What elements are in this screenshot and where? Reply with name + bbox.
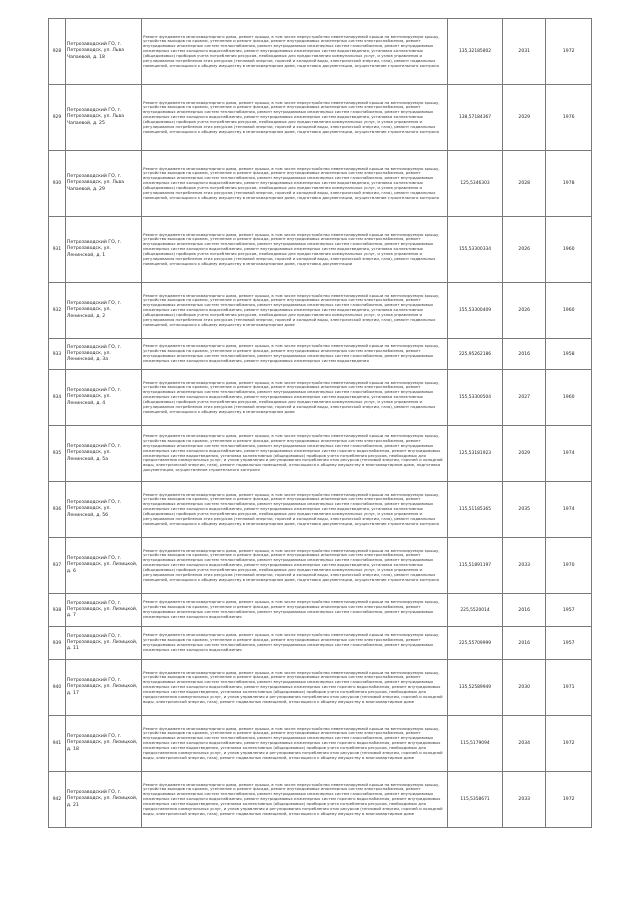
planned-year-cell: 2030: [503, 660, 546, 716]
work-types-cell: [142, 716, 448, 772]
address-cell: Петрозаводский ГО, г. Петрозаводск, ул. Лизицкой, д. 17: [65, 660, 141, 716]
table-row: [49, 594, 592, 627]
table-row: [49, 426, 592, 482]
table-body: [49, 19, 592, 828]
built-year-cell: 1970: [546, 538, 592, 594]
planned-year-cell: 2034: [503, 716, 546, 772]
row-number-cell: 936: [49, 482, 66, 538]
cost-cell: 115,51185365: [448, 482, 503, 538]
work-types-cell: [142, 370, 448, 426]
work-types-text: Ремонт фундамента многоквартирного дома, ремонт крыши, в том числе переустройство невентилируемой крыши на вентилируемую крышу, устройство выходов на кровлю, утепление и ремонт фасада, ремонт внутридомовых инженерных систем электроснабжения, ремонт внутридомовых инженерных систем теплоснабжения, ремонт внутридомовых инженерных систем газоснабжения, ремонт внутридомовых инженерных систем холодного водоснабжения, ремонт внутридомовых инженерных систем водоотведения: [143, 344, 440, 363]
planned-year-cell: 2016: [503, 627, 546, 660]
table-row: [49, 283, 592, 339]
address-cell: Петрозаводский ГО, г. Петрозаводск, ул. Лизицкой, д. 7: [65, 594, 141, 627]
table-row: [49, 85, 592, 151]
cost-cell: 115,51891197: [448, 538, 503, 594]
row-number-cell: 937: [49, 538, 66, 594]
work-types-cell: [142, 482, 448, 538]
planned-year-cell: 2031: [503, 19, 546, 85]
work-types-text: Ремонт фундамента многоквартирного дома, ремонт крыши, в том числе переустройство невентилируемой крыши на вентилируемую крышу, устройство выходов на кровлю, утепление и ремонт фасада, ремонт внутридомовых инженерных систем электроснабжения, ремонт внутридомовых инженерных систем теплоснабжения, ремонт внутридомовых инженерных систем газоснабжения, ремонт внутридомовых инженерных систем холодного водоснабжения: [143, 600, 440, 619]
row-number-cell: 928: [49, 19, 66, 85]
built-year-cell: 1978: [546, 151, 592, 217]
row-number-cell: 940: [49, 660, 66, 716]
address-cell: Петрозаводский ГО, г. Петрозаводск, ул. Ленинской, д. 5б: [65, 482, 141, 538]
work-types-text: Ремонт фундамента многоквартирного дома, ремонт крыши, в том числе переустройство невентилируемой крыши на вентилируемую крышу, устройство выходов на кровлю, утепление и ремонт фасада, ремонт внутридомовых инженерных систем электроснабжения, ремонт внутридомовых инженерных систем теплоснабжения, ремонт внутридомовых инженерных систем газоснабжения, ремонт внутридомовых инженерных систем холодного водоснабжения, ремонт внутридомовых инженерных систем водоотведения, установка коллективных (общедомовых) приборов учета потребления ресурсов, необходимых для предоставления коммунальных услуг, и узлов управления и регулирования потребления этих ресурсов (тепловой энергии, горячей и холодной воды, электрической энергии, газа), ремонт подвальных помещений, относящихся к общему имуществу в многоквартирном доме, подготовка документации, осуществление строительного контроля: [143, 166, 440, 200]
work-types-text: Ремонт фундамента многоквартирного дома, ремонт крыши, в том числе переустройство невентилируемой крыши на вентилируемую крышу, устройство выходов на кровлю, утепление и ремонт фасада, ремонт внутридомовых инженерных систем электроснабжения, ремонт внутридомовых инженерных систем теплоснабжения, ремонт внутридомовых инженерных систем газоснабжения, ремонт внутридомовых инженерных систем холодного водоснабжения, ремонт внутридомовых инженерных систем водоотведения, установка коллективных (общедомовых) приборов учета потребления ресурсов, необходимых для предоставления коммунальных услуг, и узлов управления и регулирования потребления этих ресурсов (тепловой энергии, горячей и холодной воды, электрической энергии, газа), ремонт подвальных помещений, относящихся к общему имуществу в многоквартирном доме, подготовка документации, осуществление строительного контроля: [143, 548, 440, 582]
built-year-cell: 1960: [546, 217, 592, 283]
address-cell: Петрозаводский ГО, г. Петрозаводск, ул. Лизицкой, д. 6: [65, 538, 141, 594]
built-year-cell: 1960: [546, 283, 592, 339]
row-number-cell: 934: [49, 370, 66, 426]
planned-year-cell: 2026: [503, 283, 546, 339]
row-number-cell: 930: [49, 151, 66, 217]
cost-cell: 135,52589949: [448, 660, 503, 716]
address-cell: Петрозаводский ГО, г. Петрозаводск, ул. Ленинской, д. 5а: [65, 426, 141, 482]
work-types-cell: [142, 19, 448, 85]
work-types-cell: [142, 85, 448, 151]
built-year-cell: 1974: [546, 482, 592, 538]
table-row: [49, 627, 592, 660]
planned-year-cell: 2035: [503, 482, 546, 538]
work-types-text: Ремонт фундамента многоквартирного дома, ремонт крыши, в том числе переустройство невентилируемой крыши на вентилируемую крышу, устройство выходов на кровлю, утепление и ремонт фасада, ремонт внутридомовых инженерных систем электроснабжения, ремонт внутридомовых инженерных систем теплоснабжения, ремонт внутридомовых инженерных систем газоснабжения, ремонт внутридомовых инженерных систем холодного водоснабжения, ремонт внутридомовых инженерных систем горячего водоснабжения, ремонт внутридомовых инженерных систем водоотведения, установка коллективных (общедомовых) приборов учета потребления ресурсов, необходимых для предоставления коммунальных услуг, и узлов управления и регулирования потребления этих ресурсов (тепловой энергии, горячей и холодной воды, электрической энергии, газа), ремонт подвальных помещений, относящихся к общему имуществу в многоквартирном доме: [143, 726, 443, 760]
row-number-cell: 932: [49, 283, 66, 339]
cost-cell: 225,5520014: [448, 594, 503, 627]
cost-cell: 155,53300409: [448, 283, 503, 339]
work-types-text: Ремонт фундамента многоквартирного дома, ремонт крыши, в том числе переустройство невентилируемой крыши на вентилируемую крышу, устройство выходов на кровлю, утепление и ремонт фасада, ремонт внутридомовых инженерных систем электроснабжения, ремонт внутридомовых инженерных систем теплоснабжения, ремонт внутридомовых инженерных систем газоснабжения, ремонт внутридомовых инженерных систем холодного водоснабжения, ремонт внутридомовых инженерных систем водоотведения, установка коллективных (общедомовых) приборов учета потребления ресурсов, необходимых для предоставления коммунальных услуг, и узлов управления и регулирования потребления этих ресурсов (тепловой энергии, горячей и холодной воды, электрической энергии, газа), ремонт подвальных помещений, относящихся к общему имуществу в многоквартирном доме: [143, 380, 440, 414]
built-year-cell: 1957: [546, 627, 592, 660]
planned-year-cell: 2029: [503, 85, 546, 151]
work-types-cell: [142, 151, 448, 217]
capital-repair-table: [48, 18, 592, 828]
row-number-cell: 938: [49, 594, 66, 627]
work-types-cell: [142, 538, 448, 594]
built-year-cell: 1957: [546, 594, 592, 627]
cost-cell: 225,55709999: [448, 627, 503, 660]
work-types-cell: [142, 772, 448, 828]
work-types-text: Ремонт фундамента многоквартирного дома, ремонт крыши, в том числе переустройство невентилируемой крыши на вентилируемую крышу, устройство выходов на кровлю, утепление и ремонт фасада, ремонт внутридомовых инженерных систем электроснабжения, ремонт внутридомовых инженерных систем теплоснабжения, ремонт внутридомовых инженерных систем газоснабжения, ремонт внутридомовых инженерных систем холодного водоснабжения, ремонт внутридомовых инженерных систем водоотведения, установка коллективных (общедомовых) приборов учета потребления ресурсов, необходимых для предоставления коммунальных услуг, и узлов управления и регулирования потребления этих ресурсов (тепловой энергии, горячей и холодной воды, электрической энергии, газа), ремонт подвальных помещений, относящихся к общему имуществу в многоквартирном доме, подготовка документации, осуществление строительного контроля: [143, 492, 440, 526]
work-types-cell: [142, 283, 448, 339]
table-row: [49, 716, 592, 772]
planned-year-cell: 2028: [503, 151, 546, 217]
table-row: [49, 217, 592, 283]
built-year-cell: 1972: [546, 716, 592, 772]
cost-cell: 155,53300504: [448, 370, 503, 426]
built-year-cell: 1974: [546, 426, 592, 482]
work-types-cell: [142, 660, 448, 716]
work-types-cell: [142, 594, 448, 627]
table-row: [49, 370, 592, 426]
table-row: [49, 339, 592, 370]
work-types-text: Ремонт фундамента многоквартирного дома, ремонт крыши, в том числе переустройство невентилируемой крыши на вентилируемую крышу, устройство выходов на кровлю, утепление и ремонт фасада, ремонт внутридомовых инженерных систем электроснабжения, ремонт внутридомовых инженерных систем теплоснабжения, ремонт внутридомовых инженерных систем газоснабжения, ремонт внутридомовых инженерных систем холодного водоснабжения, ремонт внутридомовых инженерных систем водоотведения, установка коллективных (общедомовых) приборов учета потребления ресурсов, необходимых для предоставления коммунальных услуг, и узлов управления и регулирования потребления этих ресурсов (тепловой энергии, горячей и холодной воды, электрической энергии, газа), ремонт подвальных помещений, относящихся к общему имуществу в многоквартирном доме: [143, 293, 440, 327]
table-row: [49, 660, 592, 716]
planned-year-cell: 2027: [503, 370, 546, 426]
address-cell: Петрозаводский ГО, г. Петрозаводск, ул. Лизицкой, д. 11: [65, 627, 141, 660]
built-year-cell: 1971: [546, 660, 592, 716]
built-year-cell: 1976: [546, 85, 592, 151]
address-cell: Петрозаводский ГО, г. Петрозаводск, ул. Ленинской, д. 4: [65, 370, 141, 426]
address-cell: Петрозаводский ГО, г. Петрозаводск, ул. Ленинской, д. 1: [65, 217, 141, 283]
work-types-cell: [142, 627, 448, 660]
work-types-text: Ремонт фундамента многоквартирного дома, ремонт крыши, в том числе переустройство невентилируемой крыши на вентилируемую крышу, устройство выходов на кровлю, утепление и ремонт фасада, ремонт внутридомовых инженерных систем электроснабжения, ремонт внутридомовых инженерных систем теплоснабжения, ремонт внутридомовых инженерных систем газоснабжения, ремонт внутридомовых инженерных систем холодного водоснабжения, ремонт внутридомовых инженерных систем горячего водоснабжения, ремонт внутридомовых инженерных систем водоотведения, установка коллективных (общедомовых) приборов учета потребления ресурсов, необходимых для предоставления коммунальных услуг, и узлов управления и регулирования потребления этих ресурсов (тепловой энергии, горячей и холодной воды, электрической энергии, газа), ремонт подвальных помещений, относящихся к общему имуществу в многоквартирном доме: [143, 670, 443, 704]
row-number-cell: 929: [49, 85, 66, 151]
cost-cell: 125,53181923: [448, 426, 503, 482]
work-types-text: Ремонт фундамента многоквартирного дома, ремонт крыши, в том числе переустройство невентилируемой крыши на вентилируемую крышу, устройство выходов на кровлю, утепление и ремонт фасада, ремонт внутридомовых инженерных систем электроснабжения, ремонт внутридомовых инженерных систем теплоснабжения, ремонт внутридомовых инженерных систем газоснабжения, ремонт внутридомовых инженерных систем холодного водоснабжения: [143, 633, 440, 652]
work-types-text: Ремонт фундамента многоквартирного дома, ремонт крыши, в том числе переустройство невентилируемой крыши на вентилируемую крышу, устройство выходов на кровлю, утепление и ремонт фасада, ремонт внутридомовых инженерных систем электроснабжения, ремонт внутридомовых инженерных систем теплоснабжения, ремонт внутридомовых инженерных систем газоснабжения, ремонт внутридомовых инженерных систем холодного водоснабжения, ремонт внутридомовых инженерных систем горячего водоснабжения, ремонт внутридомовых инженерных систем водоотведения, установка коллективных (общедомовых) приборов учета потребления ресурсов, необходимых для предоставления коммунальных услуг, и узлов управления и регулирования потребления этих ресурсов (тепловой энергии, горячей и холодной воды, электрической энергии, газа), ремонт подвальных помещений, относящихся к общему имуществу в многоквартирном доме, подготовка документации, осуществление строительного контроля: [143, 434, 443, 473]
built-year-cell: 1972: [546, 19, 592, 85]
built-year-cell: 1958: [546, 339, 592, 370]
document-page: [48, 18, 592, 828]
row-number-cell: 942: [49, 772, 66, 828]
cost-cell: 138,57184367: [448, 85, 503, 151]
work-types-cell: [142, 339, 448, 370]
planned-year-cell: 2016: [503, 594, 546, 627]
cost-cell: 115,5179094: [448, 716, 503, 772]
address-cell: Петрозаводский ГО, г. Петрозаводск, ул. Ленинской, д. 3а: [65, 339, 141, 370]
cost-cell: 155,53300334: [448, 217, 503, 283]
address-cell: Петрозаводский ГО, г. Петрозаводск, ул. Ленинской, д. 2: [65, 283, 141, 339]
row-number-cell: 939: [49, 627, 66, 660]
planned-year-cell: 2029: [503, 426, 546, 482]
cost-cell: 135,32185802: [448, 19, 503, 85]
row-number-cell: 941: [49, 716, 66, 772]
table-row: [49, 772, 592, 828]
work-types-text: Ремонт фундамента многоквартирного дома, ремонт крыши, в том числе переустройство невентилируемой крыши на вентилируемую крышу, устройство выходов на кровлю, утепление и ремонт фасада, ремонт внутридомовых инженерных систем электроснабжения, ремонт внутридомовых инженерных систем теплоснабжения, ремонт внутридомовых инженерных систем газоснабжения, ремонт внутридомовых инженерных систем холодного водоснабжения, ремонт внутридомовых инженерных систем водоотведения, установка коллективных (общедомовых) приборов учета потребления ресурсов, необходимых для предоставления коммунальных услуг, и узлов управления и регулирования потребления этих ресурсов (тепловой энергии, горячей и холодной воды, электрической энергии, газа), ремонт подвальных помещений, относящихся к общему имуществу в многоквартирном доме, подготовка документации, осуществление строительного контроля: [143, 34, 440, 68]
address-cell: Петрозаводский ГО, г. Петрозаводск, ул. Льва Чапаевой, д. 25: [65, 85, 141, 151]
planned-year-cell: 2026: [503, 217, 546, 283]
planned-year-cell: 2033: [503, 772, 546, 828]
work-types-text: Ремонт фундамента многоквартирного дома, ремонт крыши, в том числе переустройство невентилируемой крыши на вентилируемую крышу, устройство выходов на кровлю, утепление и ремонт фасада, ремонт внутридомовых инженерных систем электроснабжения, ремонт внутридомовых инженерных систем теплоснабжения, ремонт внутридомовых инженерных систем газоснабжения, ремонт внутридомовых инженерных систем холодного водоснабжения, ремонт внутридомовых инженерных систем водоотведения, установка коллективных (общедомовых) приборов учета потребления ресурсов, необходимых для предоставления коммунальных услуг, и узлов управления и регулирования потребления этих ресурсов (тепловой энергии, горячей и холодной воды, электрической энергии, газа), ремонт подвальных помещений, относящихся к общему имуществу в многоквартирном доме, подготовка документации: [143, 232, 440, 266]
work-types-text: Ремонт фундамента многоквартирного дома, ремонт крыши, в том числе переустройство невентилируемой крыши на вентилируемую крышу, устройство выходов на кровлю, утепление и ремонт фасада, ремонт внутридомовых инженерных систем электроснабжения, ремонт внутридомовых инженерных систем теплоснабжения, ремонт внутридомовых инженерных систем газоснабжения, ремонт внутридомовых инженерных систем холодного водоснабжения, ремонт внутридомовых инженерных систем горячего водоснабжения, ремонт внутридомовых инженерных систем водоотведения, установка коллективных (общедомовых) приборов учета потребления ресурсов, необходимых для предоставления коммунальных услуг, и узлов управления и регулирования потребления этих ресурсов (тепловой энергии, горячей и холодной воды, электрической энергии, газа), ремонт подвальных помещений, относящихся к общему имуществу в многоквартирном доме: [143, 782, 443, 816]
table-row: [49, 19, 592, 85]
table-row: [49, 538, 592, 594]
planned-year-cell: 2016: [503, 339, 546, 370]
work-types-cell: [142, 217, 448, 283]
address-cell: Петрозаводский ГО, г. Петрозаводск, ул. Лизицкой, д. 18: [65, 716, 141, 772]
address-cell: Петрозаводский ГО, г. Петрозаводск, ул. Лизицкой, д. 21: [65, 772, 141, 828]
built-year-cell: 1972: [546, 772, 592, 828]
work-types-text: Ремонт фундамента многоквартирного дома, ремонт крыши, в том числе переустройство невентилируемой крыши на вентилируемую крышу, устройство выходов на кровлю, утепление и ремонт фасада, ремонт внутридомовых инженерных систем электроснабжения, ремонт внутридомовых инженерных систем теплоснабжения, ремонт внутридомовых инженерных систем газоснабжения, ремонт внутридомовых инженерных систем холодного водоснабжения, ремонт внутридомовых инженерных систем водоотведения, установка коллективных (общедомовых) приборов учета потребления ресурсов, необходимых для предоставления коммунальных услуг, и узлов управления и регулирования потребления этих ресурсов (тепловой энергии, горячей и холодной воды, электрической энергии, газа), ремонт подвальных помещений, относящихся к общему имуществу в многоквартирном доме, подготовка документации, осуществление строительного контроля: [143, 100, 440, 134]
row-number-cell: 935: [49, 426, 66, 482]
row-number-cell: 933: [49, 339, 66, 370]
cost-cell: 225,95262186: [448, 339, 503, 370]
address-cell: Петрозаводский ГО, г. Петрозаводск, ул. Льва Чапаевой, д. 29: [65, 151, 141, 217]
table-row: [49, 151, 592, 217]
table-row: [49, 482, 592, 538]
work-types-cell: [142, 426, 448, 482]
planned-year-cell: 2033: [503, 538, 546, 594]
cost-cell: 125,5346303: [448, 151, 503, 217]
built-year-cell: 1960: [546, 370, 592, 426]
address-cell: Петрозаводский ГО, г. Петрозаводск, ул. Льва Чапаевой, д. 18: [65, 19, 141, 85]
cost-cell: 115,5358671: [448, 772, 503, 828]
row-number-cell: 931: [49, 217, 66, 283]
